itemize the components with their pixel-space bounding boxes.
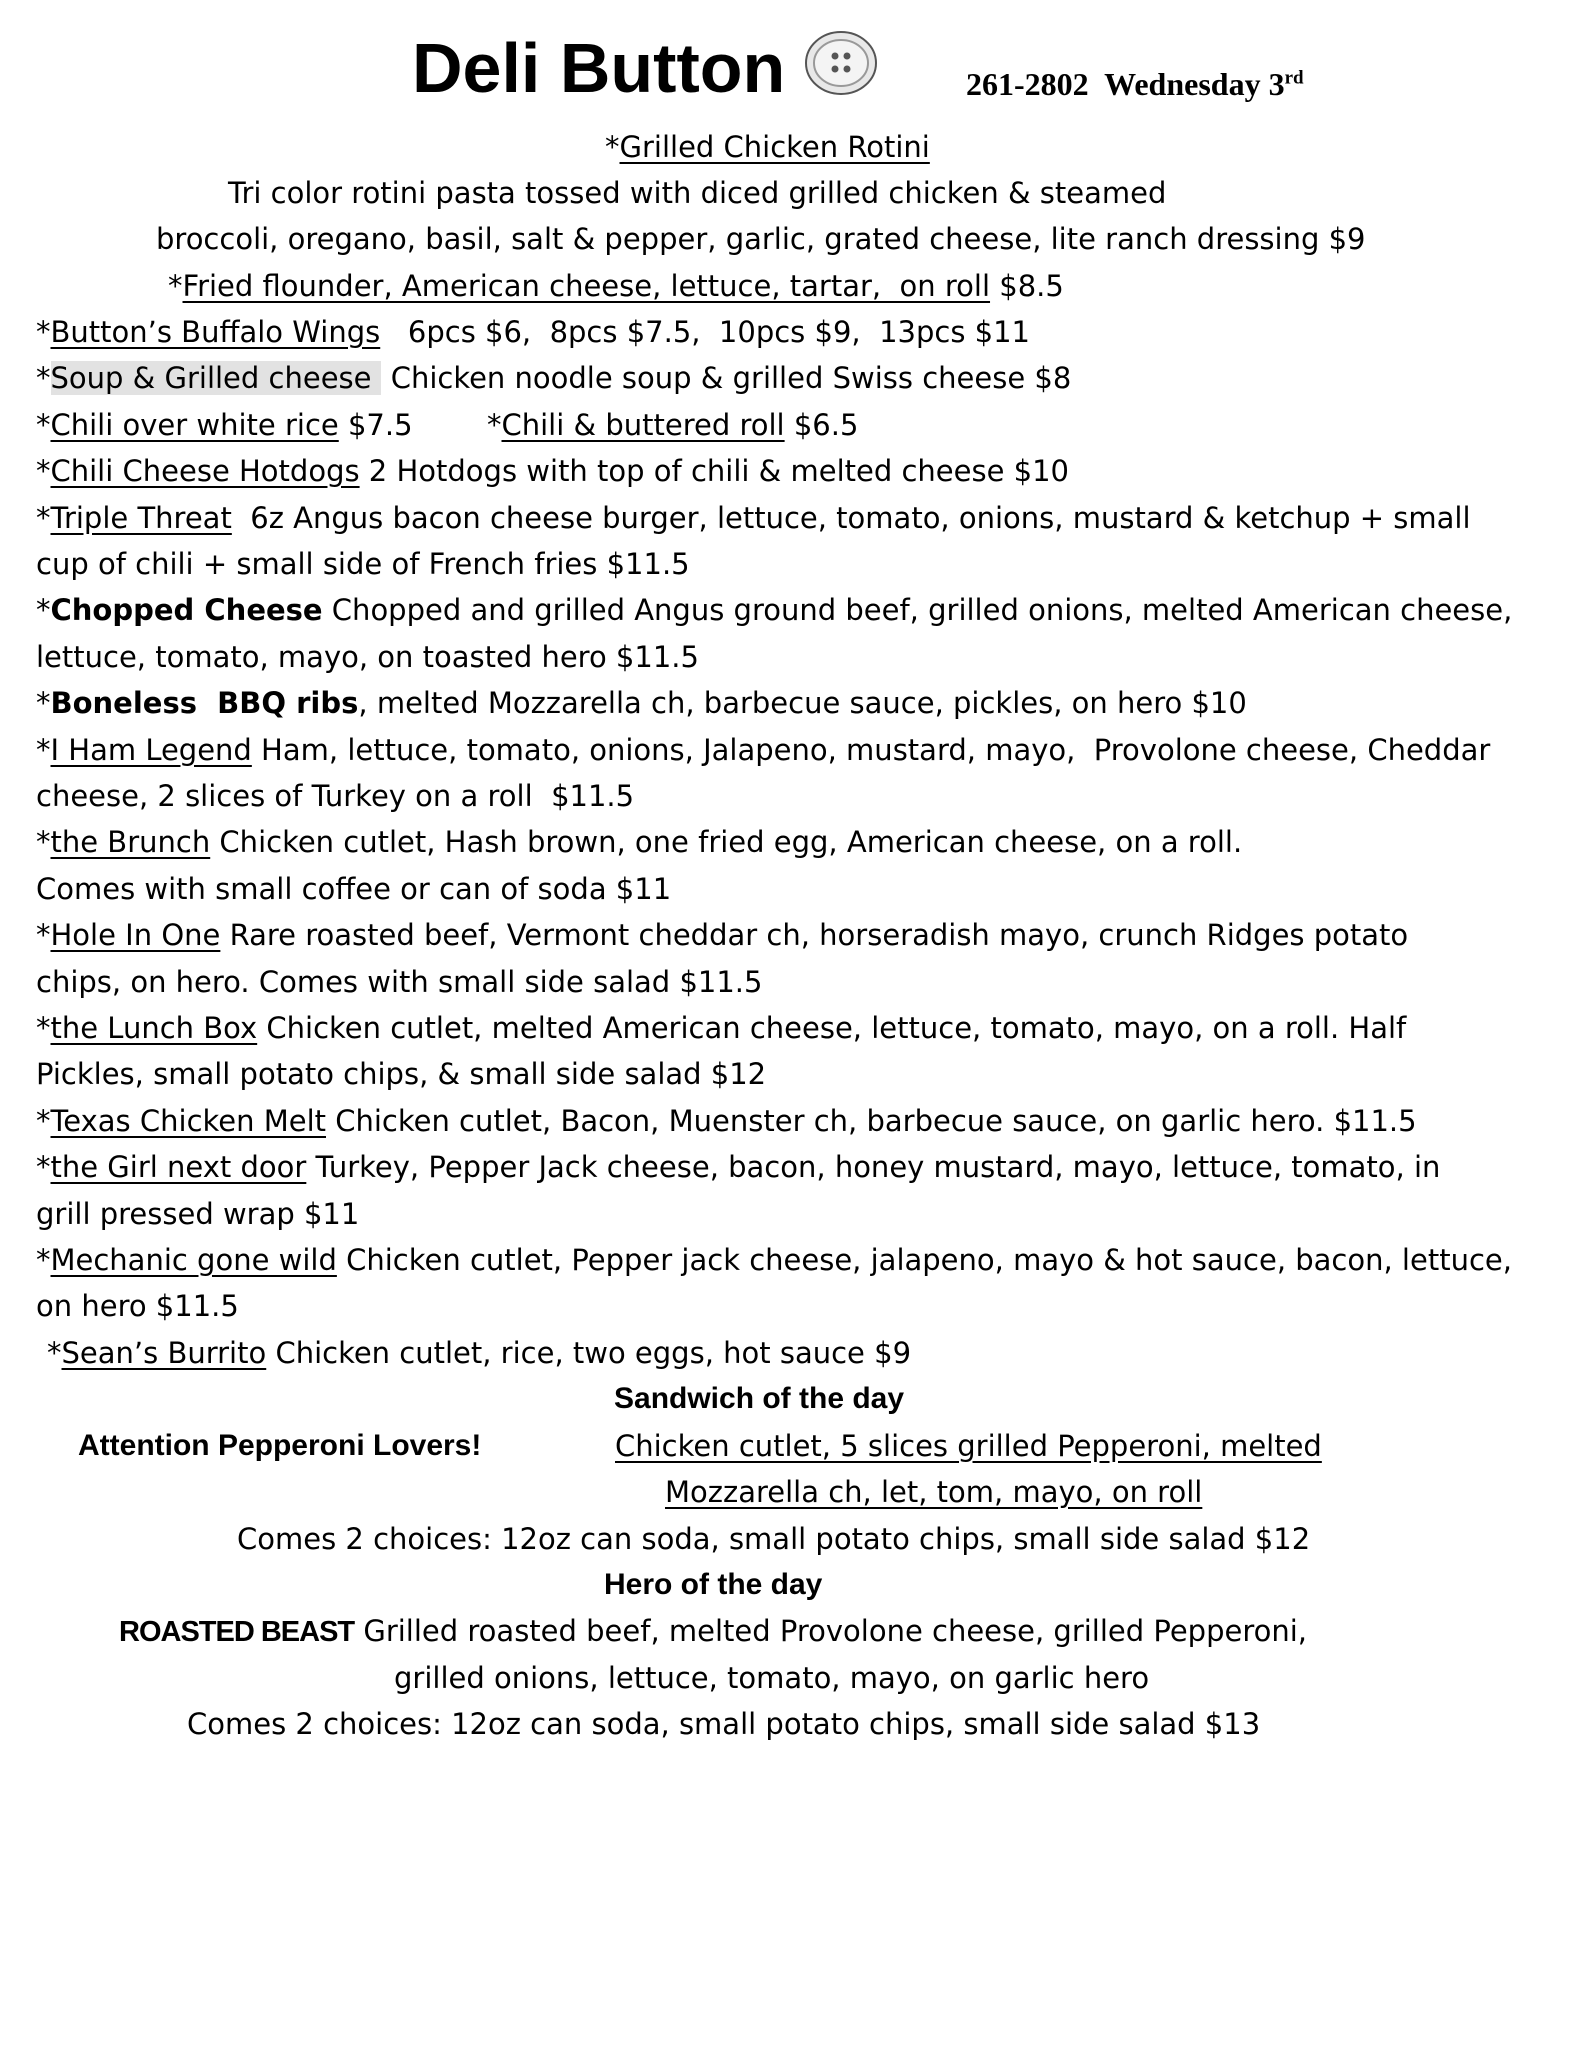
- menu-item: [487, 402, 858, 448]
- menu-item-desc: lettuce, tomato, mayo, on toasted hero $11.5: [36, 640, 699, 674]
- menu-item: [36, 1098, 1417, 1144]
- menu-item-name: Chopped Cheese: [50, 593, 323, 627]
- phone-and-date: [966, 66, 1304, 103]
- phone-date-text: 261-2802 Wednesday 3: [966, 66, 1285, 102]
- button-logo-icon: [804, 30, 878, 96]
- deli-title: Deli Button: [412, 29, 786, 107]
- menu-item-name: Button’s Buffalo Wings: [50, 315, 381, 349]
- menu-item-name: Chili over white rice: [50, 408, 339, 442]
- star: *: [36, 454, 51, 488]
- star: *: [168, 269, 183, 303]
- menu-item-name: Chili Cheese Hotdogs: [50, 454, 360, 488]
- menu-item: [36, 402, 413, 448]
- menu-item-desc: Comes with small coffee or can of soda $11: [36, 872, 672, 906]
- menu-item: [36, 680, 1247, 726]
- star: *: [36, 593, 51, 627]
- menu-item: [36, 1005, 1406, 1051]
- menu-item: [36, 727, 1490, 773]
- menu-item: [36, 1144, 1440, 1190]
- sandwich-of-day-heading: Sandwich of the day: [614, 1382, 905, 1415]
- menu-item-name: Chili & buttered roll: [501, 408, 785, 442]
- menu-item: [36, 587, 1512, 633]
- menu-item: [36, 355, 1071, 401]
- star: *: [36, 1011, 51, 1045]
- menu-item-desc: Chicken cutlet, melted American cheese, lettuce, tomato, mayo, on a roll. Half: [257, 1011, 1407, 1045]
- hero-of-day-heading: Hero of the day: [604, 1568, 823, 1601]
- menu-item-name: Mechanic gone wild: [50, 1243, 337, 1277]
- menu-item-name: Hole In One: [50, 918, 221, 952]
- star: *: [36, 408, 51, 442]
- menu-item-desc: cheese, 2 slices of Turkey on a roll $11.5: [36, 779, 635, 813]
- menu-item-desc: Chicken noodle soup & grilled Swiss cheese $8: [381, 361, 1072, 395]
- menu-item-desc: Chicken cutlet, rice, two eggs, hot sauce $9: [266, 1336, 912, 1370]
- menu-item-desc: 6pcs $6, 8pcs $7.5, 10pcs $9, 13pcs $11: [380, 315, 1031, 349]
- sandwich-tagline: Attention Pepperoni Lovers!: [78, 1429, 482, 1462]
- menu-item-desc: $7.5: [338, 408, 413, 442]
- menu-item-desc: Chicken cutlet, Hash brown, one fried egg, American cheese, on a roll.: [210, 825, 1243, 859]
- menu-item-desc: 6z Angus bacon cheese burger, lettuce, tomato, onions, mustard & ketchup + small: [231, 501, 1471, 535]
- menu-item-desc: Ham, lettuce, tomato, onions, Jalapeno, mustard, mayo, Provolone cheese, Cheddar: [251, 733, 1491, 767]
- menu-item: [36, 912, 1408, 958]
- menu-item: [36, 448, 1069, 494]
- star: *: [36, 1104, 51, 1138]
- menu-item-name: the Girl next door: [50, 1150, 307, 1184]
- star: *: [36, 361, 51, 395]
- menu-item-desc: Chicken cutlet, Pepper jack cheese, jalapeno, mayo & hot sauce, bacon, lettuce,: [336, 1243, 1512, 1277]
- star: *: [36, 1150, 51, 1184]
- day-suffix: rd: [1284, 67, 1304, 89]
- menu-item-desc: broccoli, oregano, basil, salt & pepper, garlic, grated cheese, lite ranch dressing $9: [156, 222, 1366, 256]
- hero-name: ROASTED BEAST: [119, 1616, 355, 1648]
- star: *: [47, 1336, 62, 1370]
- menu-item: [36, 1237, 1512, 1283]
- hero-choices: Comes 2 choices: 12oz can soda, small potato chips, small side salad $13: [187, 1707, 1261, 1741]
- menu-item-desc: Pickles, small potato chips, & small side salad $12: [36, 1057, 767, 1091]
- menu-item-desc: Chopped and grilled Angus ground beef, grilled onions, melted American cheese,: [322, 593, 1513, 627]
- menu-item: [47, 1330, 911, 1376]
- menu-item-desc: cup of chili + small side of French fries $11.5: [36, 547, 690, 581]
- menu-item-name: Grilled Chicken Rotini: [619, 130, 930, 164]
- menu-item-name: I Ham Legend: [50, 733, 252, 767]
- menu-item-desc: Rare roasted beef, Vermont cheddar ch, horseradish mayo, crunch Ridges potato: [220, 918, 1409, 952]
- hero-desc: Grilled roasted beef, melted Provolone cheese, grilled Pepperoni,: [354, 1614, 1308, 1648]
- menu-item: [36, 309, 1030, 355]
- star: *: [487, 408, 502, 442]
- menu-item: [168, 263, 1064, 309]
- menu-item-desc: Turkey, Pepper Jack cheese, bacon, honey mustard, mayo, lettuce, tomato, in: [306, 1150, 1441, 1184]
- menu-item-desc: , melted Mozzarella ch, barbecue sauce, pickles, on hero $10: [358, 686, 1247, 720]
- menu-item-desc: Chicken cutlet, Bacon, Muenster ch, barbecue sauce, on garlic hero. $11.5: [326, 1104, 1417, 1138]
- menu-item-name-highlighted: Soup & Grilled cheese: [51, 361, 382, 395]
- star: *: [36, 686, 51, 720]
- star: *: [36, 825, 51, 859]
- menu-item-desc: $6.5: [784, 408, 859, 442]
- menu-item-name: Triple Threat: [50, 501, 232, 535]
- menu-item: [36, 495, 1471, 541]
- menu-item-name: Boneless BBQ ribs: [50, 686, 359, 720]
- star: *: [36, 315, 51, 349]
- sandwich-desc: Mozzarella ch, let, tom, mayo, on roll: [665, 1475, 1203, 1509]
- menu-item-name-line: [605, 124, 930, 170]
- menu-item-name: the Brunch: [50, 825, 211, 859]
- menu-item-name: Texas Chicken Melt: [50, 1104, 326, 1138]
- sandwich-desc: Chicken cutlet, 5 slices grilled Pepperoni, melted: [615, 1429, 1322, 1463]
- star: *: [36, 733, 51, 767]
- menu-item-name: the Lunch Box: [50, 1011, 258, 1045]
- star: *: [605, 130, 620, 164]
- menu-item-desc: grill pressed wrap $11: [36, 1197, 360, 1231]
- star: *: [36, 918, 51, 952]
- menu-item-desc: $8.5: [990, 269, 1064, 303]
- menu-item-desc: on hero $11.5: [36, 1289, 239, 1323]
- menu-item: [36, 819, 1242, 865]
- sandwich-choices: Comes 2 choices: 12oz can soda, small potato chips, small side salad $12: [237, 1522, 1311, 1556]
- menu-item-desc: Tri color rotini pasta tossed with diced grilled chicken & steamed: [228, 176, 1167, 210]
- hero-item: [119, 1608, 1307, 1654]
- menu-item-desc: chips, on hero. Comes with small side salad $11.5: [36, 965, 763, 999]
- menu-item-name: Fried flounder, American cheese, lettuce, tartar, on roll: [182, 269, 991, 303]
- hero-desc: grilled onions, lettuce, tomato, mayo, on garlic hero: [394, 1661, 1150, 1695]
- menu-item-name: Sean’s Burrito: [61, 1336, 267, 1370]
- menu-item-desc: 2 Hotdogs with top of chili & melted cheese $10: [359, 454, 1070, 488]
- star: *: [36, 1243, 51, 1277]
- star: *: [36, 501, 51, 535]
